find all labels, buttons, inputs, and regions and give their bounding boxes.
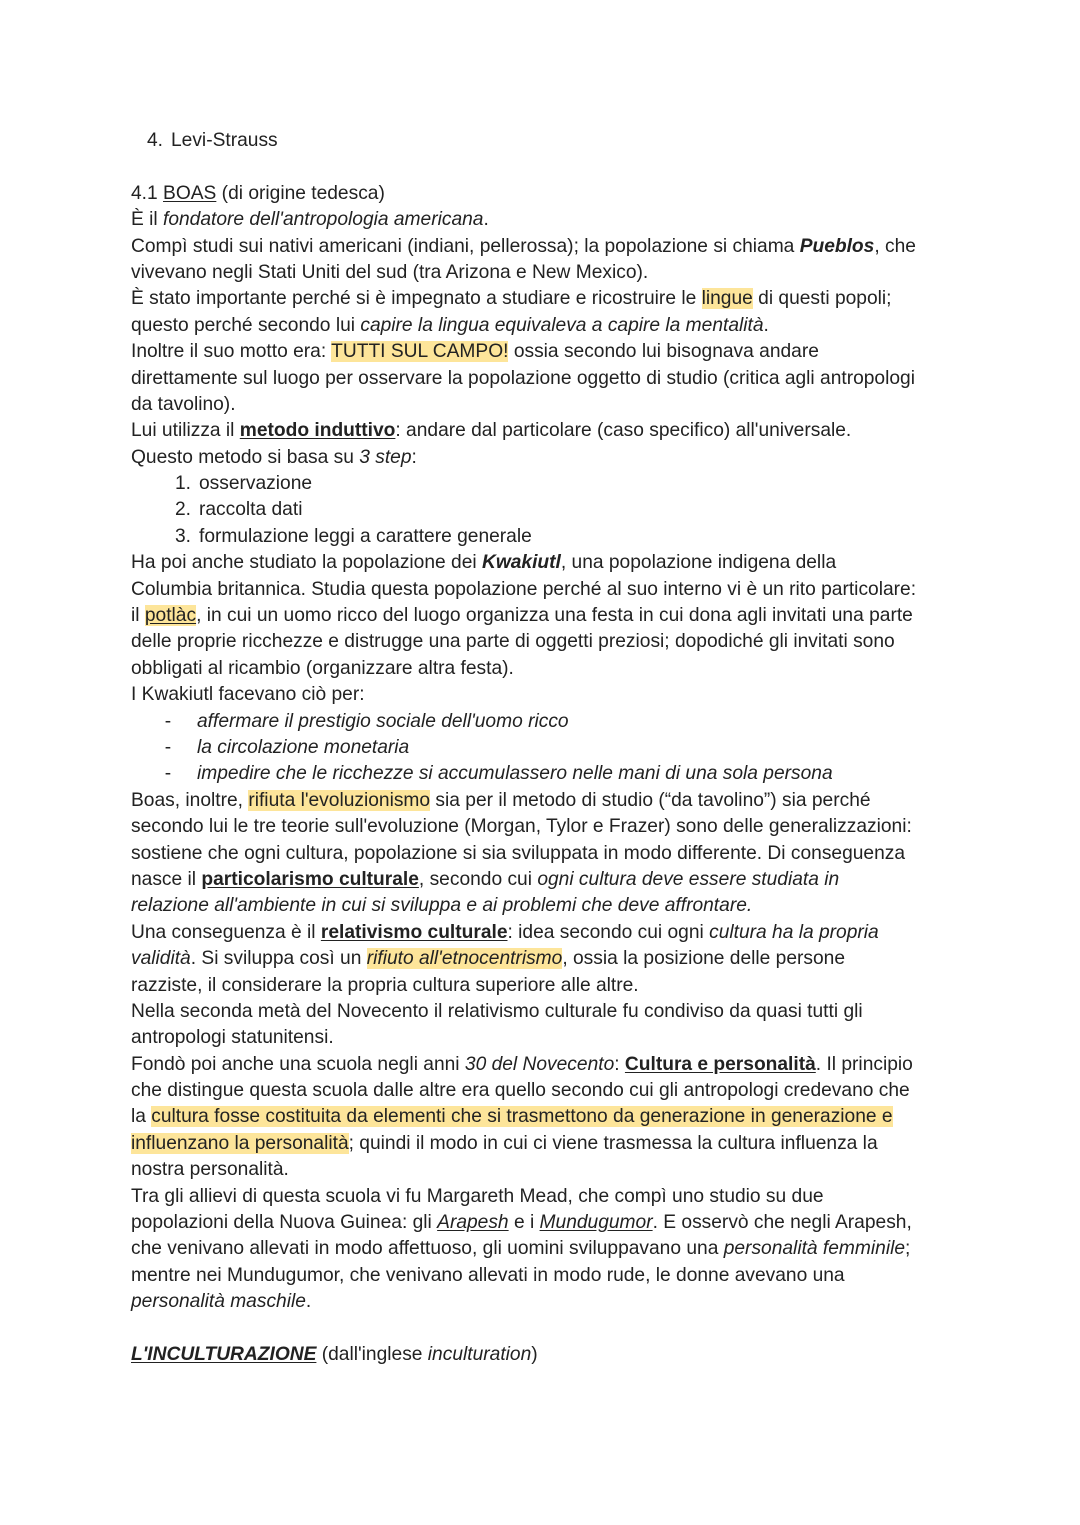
paragraph-line: nasce il particolarismo culturale, secondo cui ogni cultura deve essere studiata in	[131, 868, 840, 890]
paragraph-line: Nella seconda metà del Novecento il relativismo culturale fu condiviso da quasi tutti gli	[131, 1000, 863, 1022]
list-item: 4. Levi-Strauss	[146, 130, 278, 151]
highlight: potlàc	[144, 605, 197, 627]
paragraph-line: Lui utilizza il metodo induttivo: andare dal particolare (caso specifico) all'universale.	[131, 420, 852, 442]
paragraph-line: la cultura fosse costituita da elementi che si trasmettono da generazione in generazione e	[131, 1106, 893, 1128]
paragraph-line: vivevano negli Stati Uniti del sud (tra Arizona e New Mexico).	[131, 261, 649, 283]
highlight: cultura fosse costituita da elementi che si trasmettono da generazione in generazione e	[151, 1106, 893, 1128]
paragraph-line: direttamente sul luogo per osservare la popolazione oggetto di studio (critica agli antropologi	[131, 367, 915, 389]
highlight: rifiuta l'evoluzionismo	[248, 789, 431, 811]
paragraph-line: Columbia britannica. Studia questa popolazione perché al suo interno vi è un rito particolare:	[131, 578, 917, 600]
highlight: rifiuto all'etnocentrismo	[366, 948, 563, 970]
paragraph-line: questo perché secondo lui capire la lingua equivaleva a capire la mentalità.	[131, 314, 769, 336]
bullet-item: - la circolazione monetaria	[164, 736, 410, 758]
paragraph-line: Questo metodo si basa su 3 step:	[131, 446, 417, 468]
paragraph-line: Fondò poi anche una scuola negli anni 30 del Novecento: Cultura e personalità. Il principio	[131, 1053, 913, 1075]
list-item: 1. osservazione	[174, 473, 313, 495]
spacer	[131, 154, 961, 180]
highlight: lingue	[701, 288, 753, 310]
paragraph-line: personalità maschile.	[131, 1291, 312, 1313]
bullet-item: - affermare il prestigio sociale dell'uomo ricco	[164, 710, 569, 732]
paragraph-line: secondo lui le tre teorie sull'evoluzione (Morgan, Tylor e Frazer) sono delle generalizzazioni:	[131, 816, 912, 838]
paragraph-line: che venivano allevati in modo affettuoso, gli uomini sviluppavano una personalità femminile;	[131, 1238, 911, 1260]
paragraph-line: È il fondatore dell'antropologia americana.	[131, 209, 489, 231]
paragraph-line: Ha poi anche studiato la popolazione dei Kwakiutl, una popolazione indigena della	[131, 552, 837, 574]
paragraph-line: Tra gli allievi di questa scuola vi fu Margareth Mead, che compì uno studio su due	[131, 1185, 824, 1207]
paragraph-line: È stato importante perché si è impegnato a studiare e ricostruire le lingue di questi popoli;	[131, 288, 892, 310]
paragraph-line: relazione all'ambiente in cui si sviluppa e ai problemi che deve affrontare.	[131, 895, 753, 917]
paragraph-line: Boas, inoltre, rifiuta l'evoluzionismo sia per il metodo di studio (“da tavolino”) sia perché	[131, 789, 871, 811]
section-heading-boas: 4.1 BOAS (di origine tedesca)	[131, 182, 385, 204]
paragraph-line: popolazioni della Nuova Guinea: gli Arapesh e i Mundugumor. E osservò che negli Arapesh,	[131, 1212, 912, 1234]
paragraph-line: obbligati al ricambio (organizzare altra festa).	[131, 657, 514, 679]
highlight: influenzano la personalità	[131, 1132, 349, 1154]
paragraph-line: validità. Si sviluppa così un rifiuto all'etnocentrismo, ossia la posizione delle persone	[131, 948, 846, 970]
list-item: 3. formulazione leggi a carattere generale	[174, 525, 532, 547]
paragraph-line: Inoltre il suo motto era: TUTTI SUL CAMPO! ossia secondo lui bisognava andare	[131, 341, 819, 363]
document-page	[131, 128, 961, 1368]
paragraph-line: nostra personalità.	[131, 1159, 289, 1181]
paragraph-line: che distingue questa scuola dalle altre era quello secondo cui gli antropologi credevano che	[131, 1080, 910, 1102]
paragraph-line: da tavolino).	[131, 393, 236, 415]
paragraph-line: I Kwakiutl facevano ciò per:	[131, 684, 365, 706]
paragraph-line: il potlàc, in cui un uomo ricco del luogo organizza una festa in cui dona agli invitati una parte	[131, 605, 913, 627]
paragraph-line: razziste, il considerare la propria cultura superiore alle altre.	[131, 974, 639, 996]
list-item: 2. raccolta dati	[174, 499, 303, 521]
highlight: TUTTI SUL CAMPO!	[331, 341, 509, 363]
paragraph-line: mentre nei Mundugumor, che venivano allevati in modo rude, le donne avevano una	[131, 1264, 845, 1286]
paragraph-line: Una conseguenza è il relativismo culturale: idea secondo cui ogni cultura ha la propria	[131, 921, 879, 943]
paragraph-line: sostiene che ogni cultura, popolazione si sia sviluppata in modo differente. Di conseguenza	[131, 842, 906, 864]
paragraph-line: delle proprie ricchezze e distrugge una parte di oggetti preziosi; dopodiché gli invitati sono	[131, 631, 895, 653]
paragraph-line: influenzano la personalità; quindi il modo in cui ci viene trasmessa la cultura influenza la	[131, 1132, 878, 1154]
paragraph-line: antropologi statunitensi.	[131, 1027, 334, 1049]
spacer	[131, 1316, 961, 1342]
bullet-item: - impedire che le ricchezze si accumulassero nelle mani di una sola persona	[164, 763, 833, 785]
section-heading-inculturazione: L'INCULTURAZIONE (dall'inglese inculturation)	[131, 1343, 538, 1365]
paragraph-line: Compì studi sui nativi americani (indiani, pellerossa); la popolazione si chiama Pueblos, che	[131, 235, 916, 257]
